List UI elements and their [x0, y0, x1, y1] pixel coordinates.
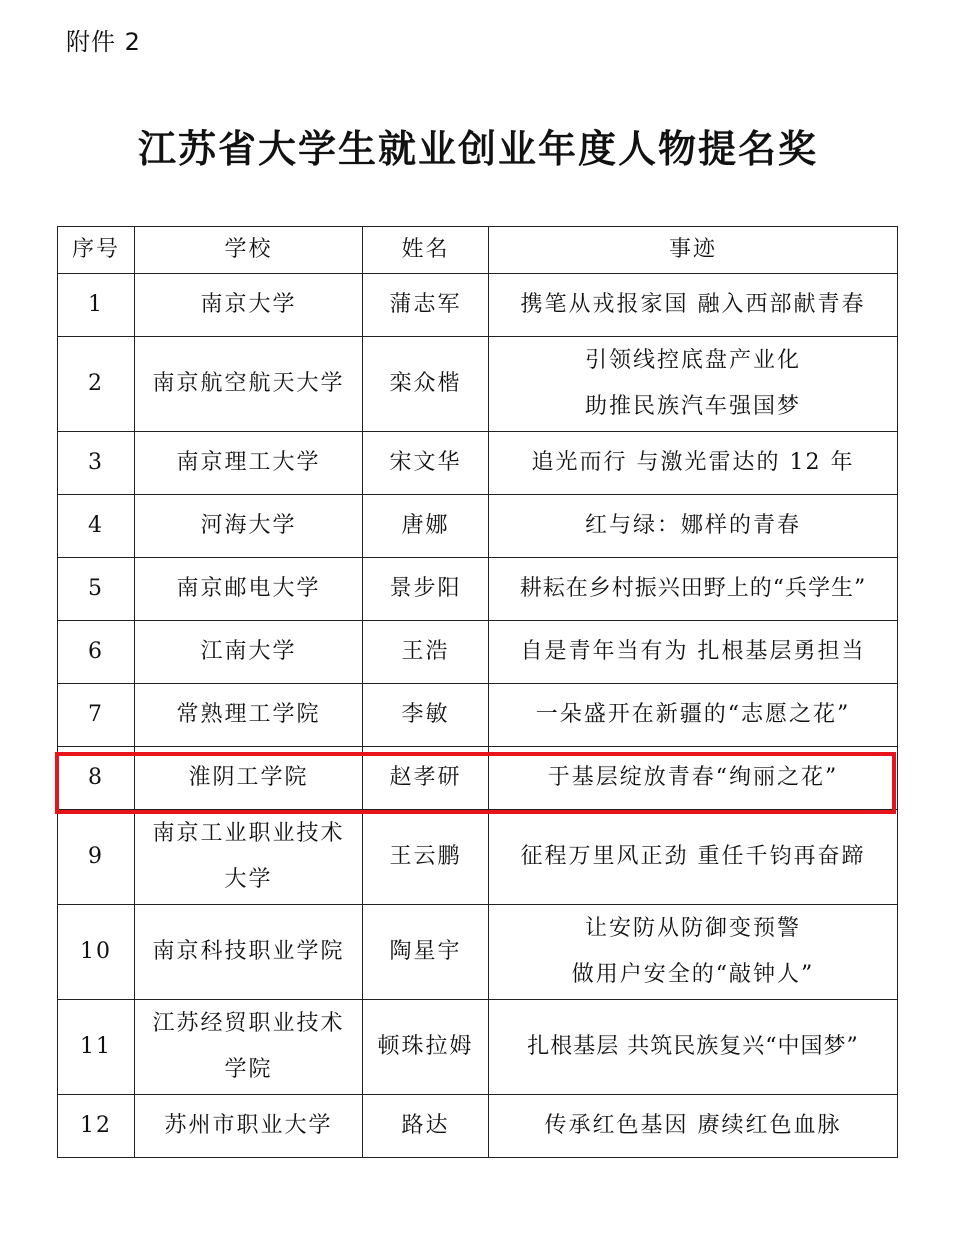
- row-no: 11: [58, 1000, 135, 1095]
- table-row: [58, 495, 898, 558]
- row-no: 7: [58, 684, 135, 747]
- deeds-line: 助推民族汽车强国梦: [584, 394, 801, 419]
- table-row-highlighted: [58, 747, 898, 810]
- table-row: [58, 1000, 898, 1095]
- row-name: 赵孝研: [363, 747, 489, 810]
- row-name: 唐娜: [363, 495, 489, 558]
- row-school: 南京邮电大学: [135, 558, 363, 621]
- row-school: [135, 810, 363, 905]
- row-no: 4: [58, 495, 135, 558]
- row-deeds: [489, 905, 898, 1000]
- row-name: 路达: [363, 1095, 489, 1158]
- table-header-row: [58, 227, 898, 274]
- row-deeds: 一朵盛开在新疆的“志愿之花”: [489, 684, 898, 747]
- row-no: 12: [58, 1095, 135, 1158]
- header-school: 学校: [135, 227, 363, 274]
- row-deeds: 红与绿：娜样的青春: [489, 495, 898, 558]
- row-school: [135, 1000, 363, 1095]
- table-row: [58, 621, 898, 684]
- row-deeds: 于基层绽放青春“绚丽之花”: [489, 747, 898, 810]
- row-deeds: [489, 337, 898, 432]
- row-name: 蒲志军: [363, 274, 489, 337]
- row-name: 李敏: [363, 684, 489, 747]
- row-school: 南京科技职业学院: [135, 905, 363, 1000]
- table-row: [58, 432, 898, 495]
- row-name: 顿珠拉姆: [363, 1000, 489, 1095]
- header-no: 序号: [58, 227, 135, 274]
- table-row: [58, 1095, 898, 1158]
- table-row: [58, 558, 898, 621]
- row-name: 王浩: [363, 621, 489, 684]
- row-deeds: 自是青年当有为 扎根基层勇担当: [489, 621, 898, 684]
- deeds-line: 让安防从防御变预警: [584, 916, 801, 941]
- row-school: 江南大学: [135, 621, 363, 684]
- school-line: 江苏经贸职业技术: [152, 1011, 345, 1036]
- table-row: [58, 684, 898, 747]
- table-row: [58, 337, 898, 432]
- row-no: 9: [58, 810, 135, 905]
- deeds-line: 做用户安全的“敲钟人”: [571, 962, 815, 987]
- row-no: 5: [58, 558, 135, 621]
- row-school: 常熟理工学院: [135, 684, 363, 747]
- school-line: 大学: [224, 867, 273, 892]
- attachment-label: 附件 2: [66, 28, 141, 56]
- row-no: 2: [58, 337, 135, 432]
- row-name: 陶星宇: [363, 905, 489, 1000]
- nominee-table: [57, 226, 898, 1158]
- row-school: 南京大学: [135, 274, 363, 337]
- school-line: 学院: [224, 1057, 273, 1082]
- row-name: 宋文华: [363, 432, 489, 495]
- row-deeds: 耕耘在乡村振兴田野上的“兵学生”: [489, 558, 898, 621]
- row-no: 6: [58, 621, 135, 684]
- row-school: 河海大学: [135, 495, 363, 558]
- row-school: 南京航空航天大学: [135, 337, 363, 432]
- row-school: 苏州市职业大学: [135, 1095, 363, 1158]
- document-title: 江苏省大学生就业创业年度人物提名奖: [137, 127, 818, 171]
- row-no: 10: [58, 905, 135, 1000]
- row-deeds: 携笔从戎报家国 融入西部献青春: [489, 274, 898, 337]
- row-deeds: 征程万里风正劲 重任千钧再奋蹄: [489, 810, 898, 905]
- row-school: 淮阴工学院: [135, 747, 363, 810]
- row-name: 栾众楷: [363, 337, 489, 432]
- header-name: 姓名: [363, 227, 489, 274]
- row-deeds: 扎根基层 共筑民族复兴“中国梦”: [489, 1000, 898, 1095]
- row-no: 3: [58, 432, 135, 495]
- row-school: 南京理工大学: [135, 432, 363, 495]
- deeds-line: 引领线控底盘产业化: [584, 348, 801, 373]
- row-name: 王云鹏: [363, 810, 489, 905]
- row-no: 1: [58, 274, 135, 337]
- row-no: 8: [58, 747, 135, 810]
- table-row: [58, 810, 898, 905]
- table-row: [58, 905, 898, 1000]
- school-line: 南京工业职业技术: [152, 821, 345, 846]
- row-deeds: 传承红色基因 赓续红色血脉: [489, 1095, 898, 1158]
- row-name: 景步阳: [363, 558, 489, 621]
- header-deeds: 事迹: [489, 227, 898, 274]
- row-deeds: 追光而行 与激光雷达的 12 年: [489, 432, 898, 495]
- table-row: [58, 274, 898, 337]
